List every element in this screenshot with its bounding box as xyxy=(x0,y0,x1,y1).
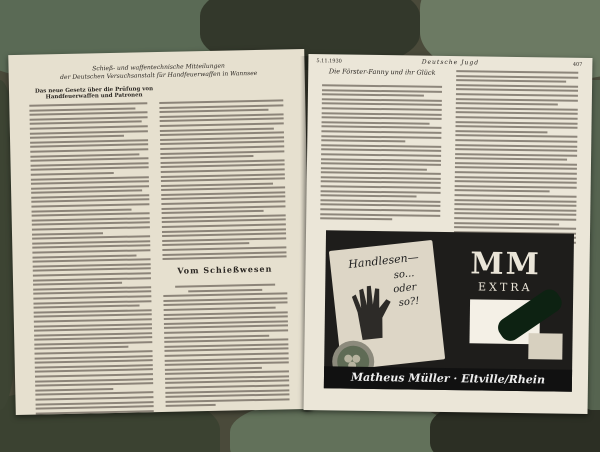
header-date: 5.11.1930 xyxy=(316,58,342,65)
mm-logo-mark: MM xyxy=(470,246,542,283)
left-column-2b xyxy=(163,283,290,410)
hand-icon xyxy=(346,278,398,343)
ad-footer-band: Matheus Müller · Eltville/Rhein xyxy=(324,366,572,391)
ad-paper-text-3: oder xyxy=(392,281,417,296)
left-subheading: Das neue Gesetz über die Prüfung von Handfeuerwaffen und Patronen xyxy=(34,86,154,101)
page-number: 407 xyxy=(572,61,583,68)
ad-paper-text-1: Handlesen— xyxy=(347,250,420,272)
ad-paper-text-4: so?! xyxy=(398,295,420,309)
right-column-1 xyxy=(320,84,442,223)
right-column-2 xyxy=(454,70,578,251)
article-title: Die Förster-Fanny und ihr Glück xyxy=(328,67,436,77)
left-column-1 xyxy=(29,102,154,415)
mm-logo-extra: EXTRA xyxy=(477,280,533,295)
ad-paper-text-2: so... xyxy=(393,268,415,282)
right-page xyxy=(304,54,593,414)
section-title: Vom Schießwesen xyxy=(177,263,273,276)
wine-advertisement xyxy=(324,230,574,391)
left-heading-line-1: Schieß- und waffentechnische Mitteilungen xyxy=(92,62,225,73)
left-page xyxy=(8,49,311,415)
header-title: Deutsche Jugd xyxy=(421,58,480,67)
left-column-2 xyxy=(159,99,286,262)
price-tag xyxy=(528,333,562,359)
left-heading-line-2: der Deutschen Versuchsanstalt für Handfeuerwaffen in Wannsee xyxy=(60,69,258,82)
